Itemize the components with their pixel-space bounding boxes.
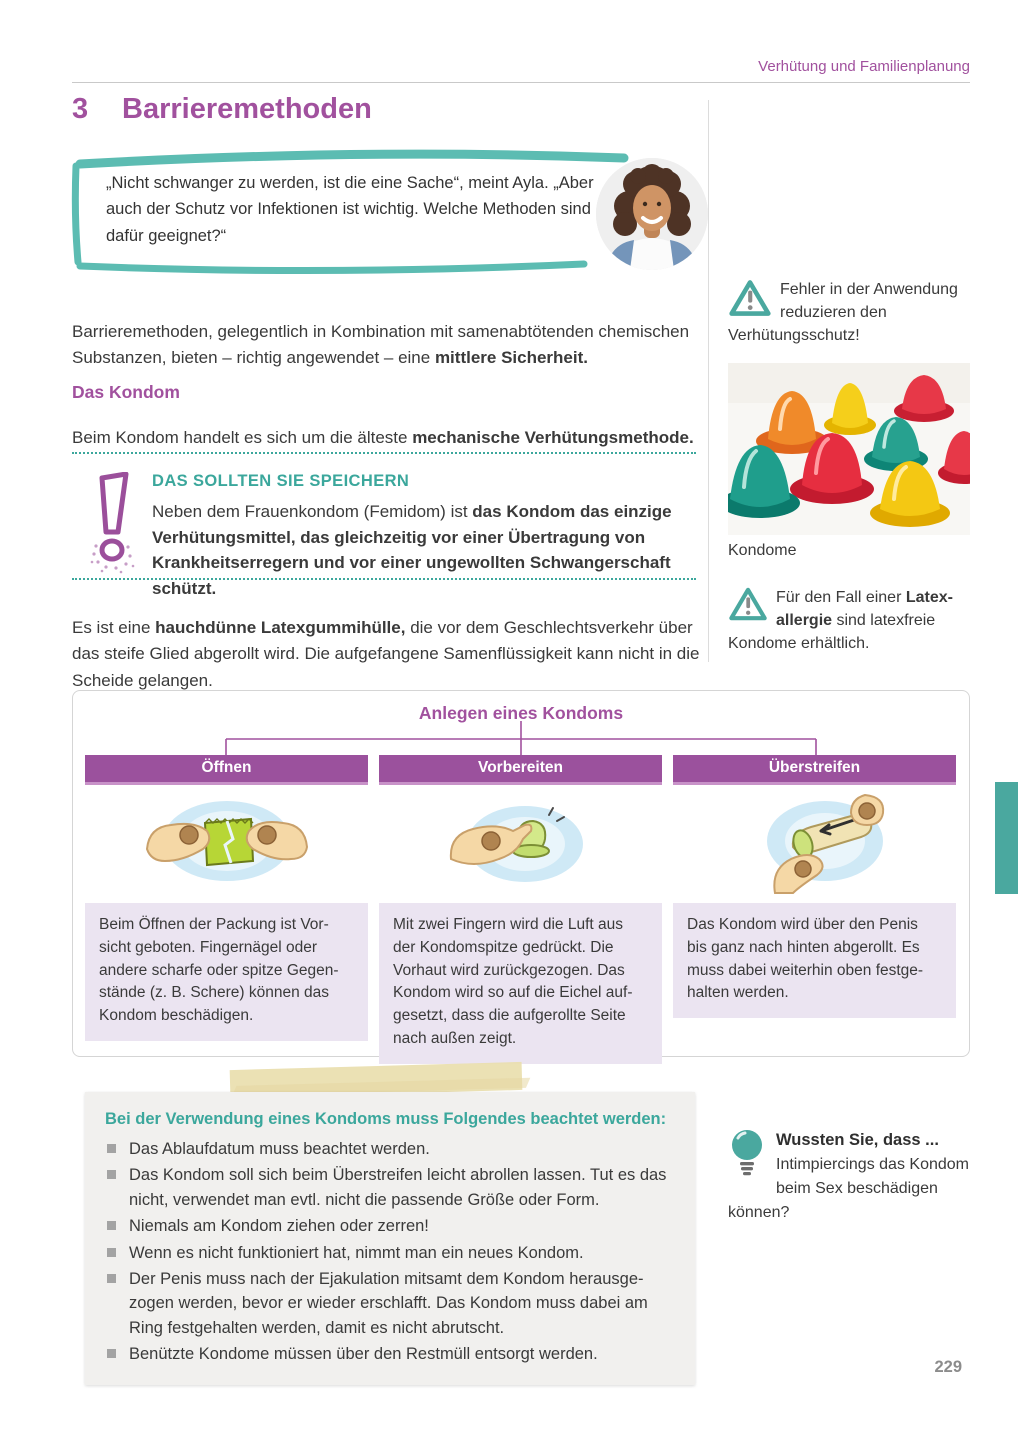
lightbulb-icon — [728, 1128, 766, 1182]
column-text: Das Kondom wird über den Penis bis ganz nach hinten abgerollt. Es muss dabei weiterhin oben festgehalten werden. — [673, 903, 956, 1018]
checklist-item: Das Kondom soll sich beim Überstreifen leicht abrollen lassen. Tut es das nicht, verwendet man evtl. nicht die passende Größe oder Form. — [105, 1163, 675, 1212]
did-you-know — [728, 1128, 974, 1225]
checklist-item: Der Penis muss nach der Ejakulation mitsamt dem Kondom herausgezogen werden, bevor er wieder erschlafft. Das Kondom muss dabei am Ring festgehalten werden, damit es nicht abrutscht. — [105, 1267, 675, 1340]
checklist-item: Wenn es nicht funktioniert hat, nimmt man ein neues Kondom. — [105, 1241, 675, 1265]
checklist-heading: Bei der Verwendung eines Kondoms muss Folgendes beachtet werden: — [105, 1110, 667, 1128]
column-header: Öffnen — [85, 755, 368, 785]
kondome-photo — [728, 363, 970, 535]
header-divider — [72, 82, 970, 83]
exclamation-icon — [88, 472, 140, 574]
merke-box — [88, 466, 688, 601]
intro-paragraph: Barrieremethoden, gelegentlich in Kombination mit samenabtötenden chemischen Substanzen, bieten – richtig angewendet – eine mittlere Sicherheit. — [72, 322, 690, 368]
warning-note-1 — [728, 278, 972, 348]
column-divider — [708, 100, 709, 662]
diagram-column-vorbereiten — [379, 755, 662, 1064]
latex-paragraph: Es ist eine hauchdünne Latexgummihülle, die vor dem Geschlechtsverkehr über das steife Glied abgerollt wird. Die aufgefangene Samenflüssigkeit kann nicht in die Scheide gelangen. — [72, 618, 700, 690]
dotted-divider-bottom — [72, 578, 696, 580]
photo-caption: Kondome — [728, 542, 797, 559]
merke-heading: DAS SOLLTEN SIE SPEICHERN — [152, 472, 410, 490]
diagram-connector-lines — [73, 721, 969, 757]
checklist-item: Benützte Kondome müssen über den Restmüll entsorgt werden. — [105, 1342, 675, 1366]
kondom-paragraph: Beim Kondom handelt es sich um die älteste mechanische Verhütungsmethode. — [72, 428, 694, 447]
avatar-illustration — [596, 158, 708, 270]
page-title — [72, 93, 372, 126]
page-number: 229 — [934, 1358, 962, 1376]
chapter-number: 3 — [72, 93, 89, 125]
diagram-title: Anlegen eines Kondoms — [418, 703, 624, 723]
checklist-item: Niemals am Kondom ziehen oder zerren! — [105, 1214, 675, 1238]
chapter-title-text: Barrieremethoden — [122, 93, 372, 125]
dotted-divider-top — [72, 452, 696, 454]
warning-triangle-icon — [728, 586, 768, 622]
running-header: Verhütung und Familienplanung — [758, 58, 970, 75]
diagram-column-ueberstreifen — [673, 755, 956, 1064]
warning-text-2: Für den Fall einer Latexallergie sind latexfreie Kondome erhältlich. — [728, 589, 953, 653]
avatar — [596, 158, 708, 270]
column-text: Beim Öffnen der Packung ist Vorsicht geboten. Fingernägel oder andere scharfe oder spitze Gegenstände (z. B. Schere) können das Kondom beschädigen. — [85, 903, 368, 1041]
did-you-know-text: Intimpiercings das Kondom beim Sex beschädigen können? — [728, 1156, 969, 1221]
checklist-items — [105, 1137, 675, 1367]
column-text: Mit zwei Fingern wird die Luft aus der Kondomspitze gedrückt. Die Vorhaut wird zurückgezogen. Das Kondom wird so auf die Eichel aufgesetzt, dass die aufgerollte Seite nach außen zeigt. — [379, 903, 662, 1064]
chapter-edge-tab — [995, 782, 1018, 894]
quote-text: „Nicht schwanger zu werden, ist die eine Sache“, meint Ayla. „Aber auch der Schutz vor Infektionen ist wichtig. Welche Methoden sind dafür geeignet?“ — [106, 174, 594, 245]
illustration-open-package — [85, 785, 368, 903]
warning-text-1: Fehler in der Anwendung reduzieren den Verhütungsschutz! — [728, 281, 958, 345]
did-you-know-heading: Wussten Sie, dass ... — [776, 1131, 939, 1149]
checklist-item: Das Ablaufdatum muss beachtet werden. — [105, 1137, 675, 1161]
warning-note-2 — [728, 586, 972, 656]
column-header: Überstreifen — [673, 755, 956, 785]
illustration-roll-on — [673, 785, 956, 903]
column-header: Vorbereiten — [379, 755, 662, 785]
warning-triangle-icon — [728, 278, 772, 318]
usage-checklist — [85, 1092, 695, 1385]
merke-body: Neben dem Frauenkondom (Femidom) ist das Kondom das einzige Verhütungsmittel, das gleichzeitig vor einer Übertragung von Krankheitserregern und vor einer ungewollten Schwangerschaft schützt. — [152, 502, 672, 598]
section-heading-kondom: Das Kondom — [72, 382, 180, 402]
anlegen-diagram — [72, 690, 970, 1057]
illustration-pinch-tip — [379, 785, 662, 903]
diagram-column-oeffnen — [85, 755, 368, 1064]
